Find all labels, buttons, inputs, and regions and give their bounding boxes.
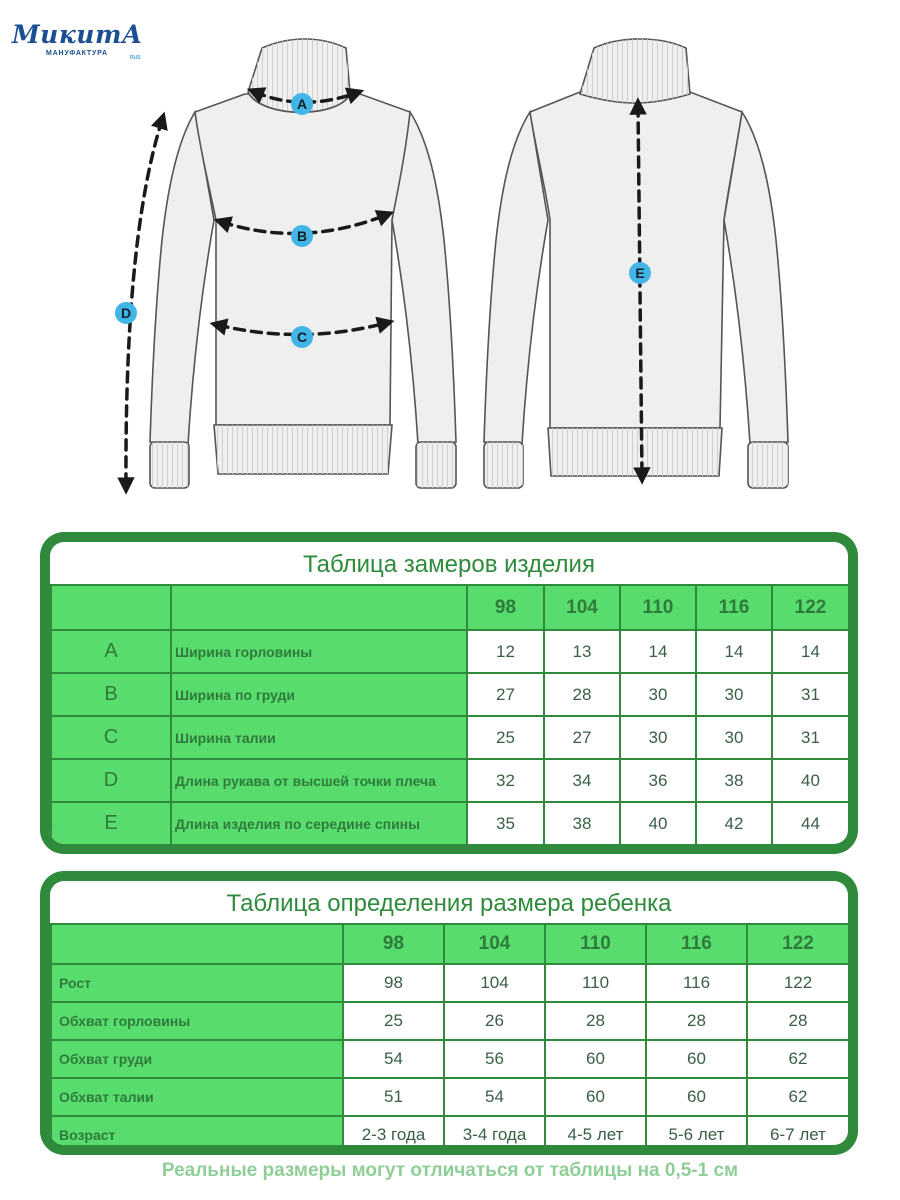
table-cell: 30 [696,716,772,759]
size-header: 116 [646,924,747,964]
table-cell: 2-3 года [343,1116,444,1145]
table-cell: 14 [620,630,696,673]
table-cell: 116 [646,964,747,1002]
logo-subtitle: МАНУФАКТУРА [46,50,108,57]
size-header: 104 [444,924,545,964]
measurement-table [50,584,848,844]
table-cell: 104 [444,964,545,1002]
logo-wordmark: МикитА [12,20,143,49]
header-blank-code [51,585,171,630]
table-cell: 31 [772,673,848,716]
table-row [51,673,848,716]
size-panel [40,871,858,1155]
table-cell: 30 [620,673,696,716]
table-cell: 28 [747,1002,848,1040]
table-row [51,802,848,844]
row-name: Рост [51,964,343,1002]
table-cell: 62 [747,1040,848,1078]
size-disclaimer: Реальные размеры могут отличаться от таблицы на 0,5-1 см [161,1160,739,1181]
size-table-title: Таблица определения размера ребенка [226,890,672,917]
table-cell: 36 [620,759,696,802]
table-row [51,1040,848,1078]
svg-text:C: C [296,329,308,345]
table-cell: 28 [646,1002,747,1040]
row-code: C [51,716,171,759]
measurement-table-title: Таблица замеров изделия [303,551,595,578]
table-cell: 6-7 лет [747,1116,848,1145]
row-code: A [51,630,171,673]
table-cell: 60 [646,1040,747,1078]
table-cell: 5-6 лет [646,1116,747,1145]
table-cell: 40 [772,759,848,802]
size-header: 110 [620,585,696,630]
size-header: 98 [343,924,444,964]
table-cell: 13 [544,630,620,673]
size-header: 98 [467,585,544,630]
row-name: Обхват груди [51,1040,343,1078]
back-left-sleeve [484,112,548,444]
row-name: Обхват горловины [51,1002,343,1040]
size-header: 110 [545,924,646,964]
back-body [530,92,742,428]
table-cell: 42 [696,802,772,844]
row-name: Обхват талии [51,1078,343,1116]
size-table [50,923,848,1145]
table-cell: 40 [620,802,696,844]
table-cell: 30 [696,673,772,716]
table-row [51,630,848,673]
table-row [51,964,848,1002]
row-name: Длина рукава от высшей точки плеча [171,759,467,802]
table-cell: 60 [545,1078,646,1116]
size-header: 122 [772,585,848,630]
table-cell: 14 [696,630,772,673]
table-cell: 27 [467,673,544,716]
table-cell: 44 [772,802,848,844]
table-cell: 25 [343,1002,444,1040]
table-cell: 56 [444,1040,545,1078]
svg-text:A: A [296,96,308,112]
svg-text:B: B [296,228,308,244]
size-header: 116 [696,585,772,630]
table-cell: 122 [747,964,848,1002]
table-cell: 3-4 года [444,1116,545,1145]
table-cell: 60 [545,1040,646,1078]
svg-text:D: D [120,305,132,321]
table-row [51,1116,848,1145]
table-cell: 60 [646,1078,747,1116]
svg-text:E: E [635,265,645,281]
table-cell: 28 [545,1002,646,1040]
row-name: Ширина талии [171,716,467,759]
table-cell: 38 [696,759,772,802]
table-row [51,1002,848,1040]
table-cell: 34 [544,759,620,802]
row-name: Ширина по груди [171,673,467,716]
sweater-measurement-illustration [0,0,900,520]
row-name: Длина изделия по середине спины [171,802,467,844]
table-cell: 35 [467,802,544,844]
table-cell: 26 [444,1002,545,1040]
table-cell: 38 [544,802,620,844]
measurement-panel [40,532,858,854]
table-cell: 98 [343,964,444,1002]
table-cell: 110 [545,964,646,1002]
table-cell: 27 [544,716,620,759]
table-cell: 62 [747,1078,848,1116]
row-code: E [51,802,171,844]
table-cell: 30 [620,716,696,759]
row-name: Возраст [51,1116,343,1145]
table-cell: 12 [467,630,544,673]
table-row [51,1078,848,1116]
row-name: Ширина горловины [171,630,467,673]
table-cell: 51 [343,1078,444,1116]
table-cell: 31 [772,716,848,759]
row-code: D [51,759,171,802]
table-cell: 4-5 лет [545,1116,646,1145]
front-body [195,94,410,425]
logo-region: RUS [130,55,141,61]
header-blank-name [171,585,467,630]
row-code: B [51,673,171,716]
table-cell: 54 [444,1078,545,1116]
size-header: 104 [544,585,620,630]
header-blank-name [51,924,343,964]
table-cell: 54 [343,1040,444,1078]
size-header: 122 [747,924,848,964]
measurement-header-row [51,585,848,630]
size-header-row [51,924,848,964]
table-cell: 28 [544,673,620,716]
table-cell: 14 [772,630,848,673]
table-cell: 32 [467,759,544,802]
table-cell: 25 [467,716,544,759]
table-row [51,759,848,802]
back-markers [629,262,651,284]
table-row [51,716,848,759]
